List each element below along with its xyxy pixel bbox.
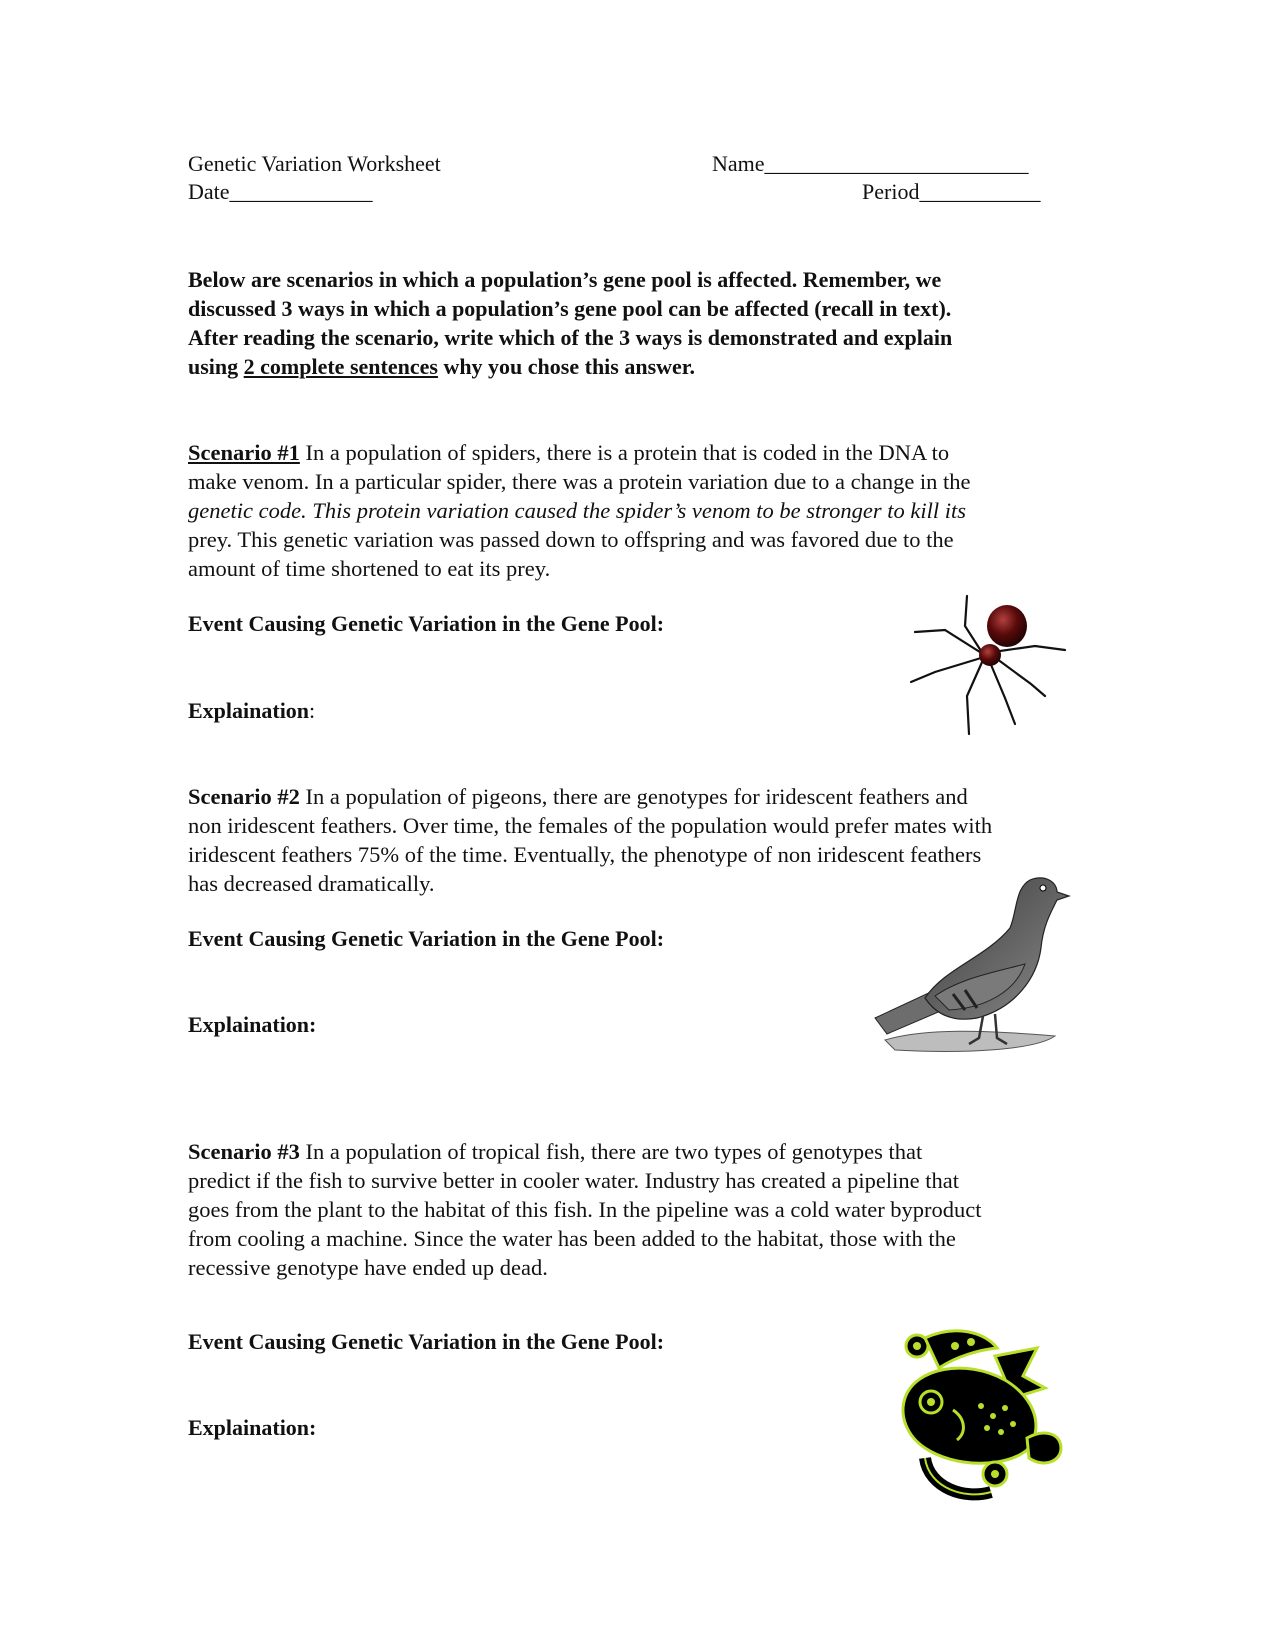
explanation-label: [188, 697, 315, 725]
pigeon-illustration: [865, 868, 1080, 1068]
scenario-line: has decreased dramatically.: [188, 871, 435, 896]
scenario-text: In a population of spiders, there is a protein that is coded in the DNA to: [299, 440, 950, 465]
scenario-line: goes from the plant to the habitat of this fish. In the pipeline was a cold water byproduct: [188, 1197, 982, 1222]
fish-illustration: [895, 1328, 1065, 1503]
scenario-label: Scenario #1: [188, 440, 300, 465]
instructions: [188, 265, 1088, 381]
emphasis-underline: 2 complete sentences: [243, 354, 438, 379]
scenario-1: [188, 438, 1088, 583]
scenario-line: non iridescent feathers. Over time, the females of the population would prefer mates with: [188, 813, 993, 838]
scenario-text: In a population of tropical fish, there are two types of genotypes that: [299, 1139, 923, 1164]
explanation-label: Explaination:: [188, 1012, 317, 1037]
instructions-text: why you chose this answer.: [437, 354, 696, 379]
instructions-line: discussed 3 ways in which a population’s gene pool can be affected (recall in text).: [188, 296, 952, 321]
scenario-label: Scenario #2: [188, 784, 300, 809]
worksheet-title: Genetic Variation Worksheet: [188, 151, 441, 176]
scenario-line: recessive genotype have ended up dead.: [188, 1255, 548, 1280]
scenario-line: make venom. In a particular spider, there was a protein variation due to a change in the: [188, 469, 971, 494]
date-field[interactable]: Date_____________: [188, 179, 373, 204]
explanation-text: Explaination: [188, 698, 310, 723]
name-field[interactable]: Name________________________: [712, 151, 1029, 176]
scenario-line: genetic code. This protein variation caused the spider’s venom to be stronger to kill its: [188, 498, 967, 523]
instructions-line: Below are scenarios in which a population’s gene pool is affected. Remember, we: [188, 267, 942, 292]
scenario-label: Scenario #3: [188, 1139, 300, 1164]
scenario-line: [188, 438, 1088, 467]
scenario-3: [188, 1137, 1088, 1282]
scenario-line: [188, 782, 1088, 811]
scenario-text: In a population of pigeons, there are genotypes for iridescent feathers and: [299, 784, 968, 809]
instructions-line: [188, 352, 1088, 381]
event-label: Event Causing Genetic Variation in the Gene Pool:: [188, 926, 665, 951]
period-field[interactable]: Period___________: [862, 179, 1041, 204]
spider-illustration: [895, 588, 1075, 740]
scenario-line: iridescent feathers 75% of the time. Eventually, the phenotype of non iridescent feathers: [188, 842, 982, 867]
scenario-line: amount of time shortened to eat its prey.: [188, 556, 551, 581]
instructions-text: using: [188, 354, 244, 379]
explanation-colon: :: [309, 698, 316, 723]
event-label: Event Causing Genetic Variation in the Gene Pool:: [188, 611, 665, 636]
explanation-label: Explaination:: [188, 1415, 317, 1440]
scenario-line: prey. This genetic variation was passed down to offspring and was favored due to the: [188, 527, 954, 552]
scenario-line: [188, 1137, 1088, 1166]
scenario-line: from cooling a machine. Since the water has been added to the habitat, those with the: [188, 1226, 956, 1251]
event-label: Event Causing Genetic Variation in the Gene Pool:: [188, 1329, 665, 1354]
instructions-line: After reading the scenario, write which of the 3 ways is demonstrated and explain: [188, 325, 953, 350]
scenario-line: predict if the fish to survive better in cooler water. Industry has created a pipeline that: [188, 1168, 959, 1193]
